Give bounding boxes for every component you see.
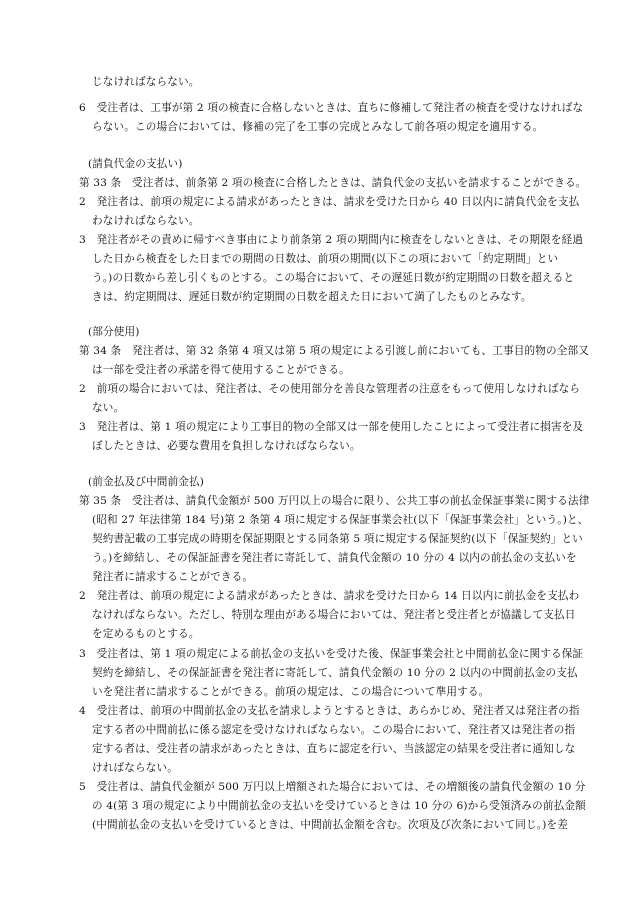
text-line: 契約書記載の工事完成の時期を保証期限とする同条第 5 項に規定する保証契約(以下「保証契約」とい (92, 533, 583, 545)
text-line: 3 発注者がその責めに帰すべき事由により前条第 2 項の期間内に検査をしないときは、その期限を経過 (79, 234, 584, 246)
text-line: ぼしたときは、必要な費用を負担しなければならない。 (92, 440, 361, 452)
text-line: は一部を受注者の承諾を得て使用することができる。 (92, 364, 350, 376)
text-line: う。)の日数から差し引くものとする。この場合において、その遅延日数が約定期間の日数を超えると (92, 272, 575, 284)
text-line: 3 発注者は、第 1 項の規定により工事目的物の全部又は一部を使用したことによって受注者に損害を及 (79, 421, 584, 433)
text-line: の 4(第 3 項の規定により中間前払金の支払いを受けているときは 10 分の 6)から受領済みの前払金額 (92, 800, 586, 812)
text-line: を定めるものとする。 (92, 628, 200, 640)
text-line: 3 受注者は、第 1 項の規定による前払金の支払いを受けた後、保証事業会社と中間前払金に関する保証 (79, 648, 584, 660)
text-line: きは、約定期間は、遅延日数が約定期間の日数を超えた日において満了したものとみなす。 (92, 291, 532, 303)
text-line: した日から検査をした日までの期間の日数は、前項の期間(以下この項において「約定期間」とい (92, 253, 559, 265)
text-line: なければならない。ただし、特別な理由がある場合においては、発注者と受注者とが協議して支払日 (92, 609, 576, 621)
text-line: いを発注者に請求することができる。前項の規定は、この場合について準用する。 (92, 686, 490, 698)
text-line: 第 33 条 受注者は、前条第 2 項の検査に合格したときは、請負代金の支払いを請求することができる。 (79, 177, 587, 189)
text-line: 契約を締結し、その保証証書を発注者に寄託して、請負代金額の 10 分の 2 以内の中間前払金の支払 (92, 667, 578, 679)
text-line: 4 受注者は、前項の中間前払金の支払を請求しようとするときは、あらかじめ、発注者又は発注者の指 (79, 705, 580, 717)
text-line: 第 35 条 受注者は、請負代金額が 500 万円以上の場合に限り、公共工事の前払金保証事業に関する法律 (79, 495, 590, 507)
section-heading: (前金払及び中間前金払) (88, 476, 205, 488)
text-line: 発注者に請求することができる。 (92, 571, 254, 583)
text-line: (中間前払金の支払いを受けているときは、中間前払金額を含む。次項及び次条において同じ。)を差 (92, 819, 568, 831)
text-line: (昭和 27 年法律第 184 号)第 2 条第 4 項に規定する保証事業会社(以下「保証事業会社」という。)と、 (92, 514, 589, 526)
text-line: 第 34 条 発注者は、第 32 条第 4 項又は第 5 項の規定による引渡し前においても、工事目的物の全部又 (79, 345, 589, 357)
text-line: わなければならない。 (92, 215, 200, 227)
text-line: 定する者は、受注者の請求があったときは、直ちに認定を行い、当該認定の結果を受注者に通知しな (92, 743, 576, 755)
section-heading: (部分使用) (88, 326, 140, 338)
text-line: じなければならない。 (92, 76, 200, 88)
text-line: う。)を締結し、その保証証書を発注者に寄託して、請負代金額の 10 分の 4 以内の前払金の支払いを (92, 552, 577, 564)
text-line: らない。この場合においては、修補の完了を工事の完成とみなして前各項の規定を適用する。 (92, 121, 544, 133)
text-line: ない。 (92, 402, 125, 414)
text-line: 2 発注者は、前項の規定による請求があったときは、請求を受けた日から 14 日以内に前払金を支払わ (79, 590, 580, 602)
text-line: 5 受注者は、請負代金額が 500 万円以上増額された場合においては、その増額後の請負代金額の 10 分 (79, 781, 586, 793)
text-line: 6 受注者は、工事が第 2 項の検査に合格しないときは、直ちに修補して発注者の検査を受けなければな (79, 102, 584, 114)
section-heading: (請負代金の支払い) (88, 158, 183, 170)
text-line: 定する者の中間前払に係る認定を受けなければならない。この場合において、発注者又は発注者の指 (92, 724, 576, 736)
text-line: 2 前項の場合においては、発注者は、その使用部分を善良な管理者の注意をもって使用しなければなら (79, 383, 581, 395)
text-line: 2 発注者は、前項の規定による請求があったときは、請求を受けた日から 40 日以内に請負代金を支払 (79, 196, 580, 208)
text-line: ければならない。 (92, 762, 178, 774)
